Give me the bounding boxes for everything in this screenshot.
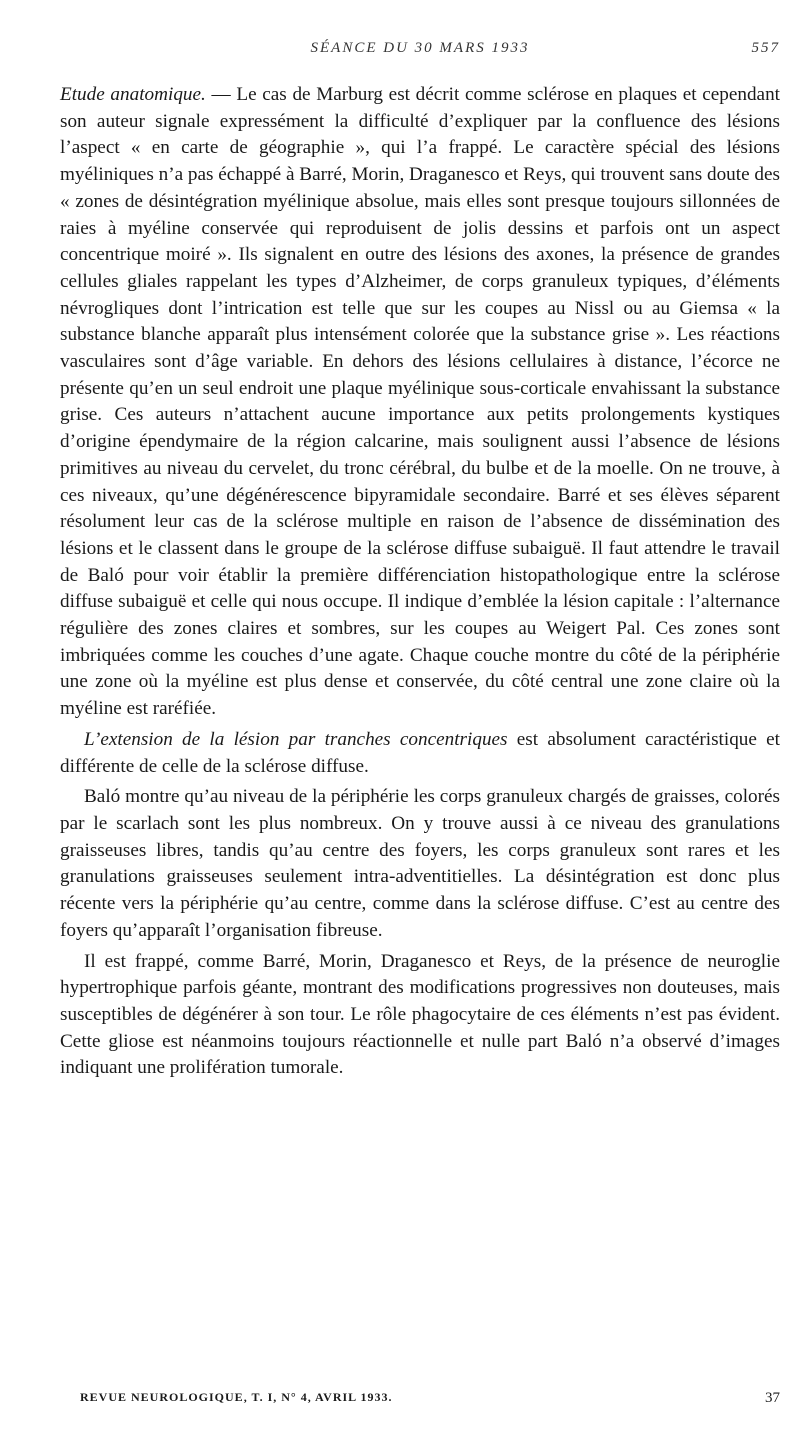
paragraph [60,727,780,780]
paragraph [60,949,780,1083]
page [60,0,780,1440]
journal-reference: REVUE NEUROLOGIQUE, T. I, N° 4, AVRIL 1933. [80,1390,393,1404]
running-title: SÉANCE DU 30 MARS 1933 [310,40,530,56]
paragraph-text: est absolument caractéristique et différente de celle de la sclérose diffuse. [60,728,780,777]
signature-mark: 37 [765,1390,780,1406]
paragraph-text: Il est frappé, comme Barré, Morin, Draganesco et Reys, de la présence de neuroglie hypertrophique parfois géante, montrant des modifications progressives non douteuses, mais susceptibles de dégénérer à son tour. Le rôle phagocytaire de ces éléments n’est pas évident. Cette gliose est néanmoins toujours réactionnelle et nulle part Baló n’a observé d’images indiquant une prolifération tumorale. [60,950,780,1079]
paragraph-lead: Etude anatomique. [60,84,206,105]
page-number: 557 [751,40,780,56]
running-header [60,40,780,70]
paragraph [60,82,780,723]
page-footer [80,1390,780,1414]
paragraph-lead: L’extension de la lésion par tranches concentriques [84,728,508,750]
article-body [60,82,780,1082]
paragraph [60,784,780,944]
paragraph-text: — Le cas de Marburg est décrit comme sclérose en plaques et cependant son auteur signale expressément la difficulté d’expliquer par la confluence des lésions l’aspect « en carte de géographie », qui l’a frappé. Le caractère spécial des lésions myéliniques n’a pas échappé à Barré, Morin, Draganesco et Reys, qui trouvent sans doute des « zones de désintégration myélinique absolue, mais elles sont presque toujours sillonnées de raies à myéline conservée qui reproduisent de jolis dessins et parfois ont un aspect concentrique moiré ». Ils signalent en outre des lésions des axones, la présence de grandes cellules gliales rappelant les types d’Alzheimer, de corps granuleux typiques, d’éléments névrogliques dont l’intrication est telle que sur les coupes au Nissl ou au Giemsa « la substance blanche apparaît plus intensément colorée que la substance grise ». Les réactions vasculaires sont d’âge variable. En dehors des lésions cellulaires à distance, l’écorce ne présente qu’en un seul endroit une plaque myélinique sous-corticale envahissant la substance grise. Ces auteurs n’attachent aucune importance aux petits prolongements kystiques d’origine épendymaire de la région calcarine, mais soulignent aussi l’absence de lésions primitives au niveau du cervelet, du tronc cérébral, du bulbe et de la moelle. On ne trouve, à ces niveaux, qu’une dégénérescence bipyramidale secondaire. Barré et ses élèves séparent résolument leur cas de la sclérose multiple en raison de l’absence de dissémination des lésions et le classent dans le groupe de la sclérose diffuse subaiguë. Il faut attendre le travail de Baló pour voir établir la première différenciation histopathologique entre la sclérose diffuse subaiguë et celle qui nous occupe. Il indique d’emblée la lésion capitale : l’alternance régulière des zones claires et sombres, sur les coupes au Weigert Pal. Ces zones sont imbriquées comme les couches d’une agate. Chaque couche montre du côté de la périphérie une zone où la myéline est plus dense et conservée, du côté central une zone claire où la myéline est raréfiée. [60,84,780,720]
paragraph-text: Baló montre qu’au niveau de la périphérie les corps granuleux chargés de graisses, colorés par le scarlach sont les plus nombreux. On y trouve aussi à ce niveau des granulations graisseuses libres, tandis qu’au centre des foyers, les corps granuleux sont rares et les granulations graisseuses seulement intra-adventitielles. La désintégration est donc plus récente vers la périphérie qu’au centre, comme dans la sclérose diffuse. C’est au centre des foyers qu’apparaît l’organisation fibreuse. [60,786,780,941]
